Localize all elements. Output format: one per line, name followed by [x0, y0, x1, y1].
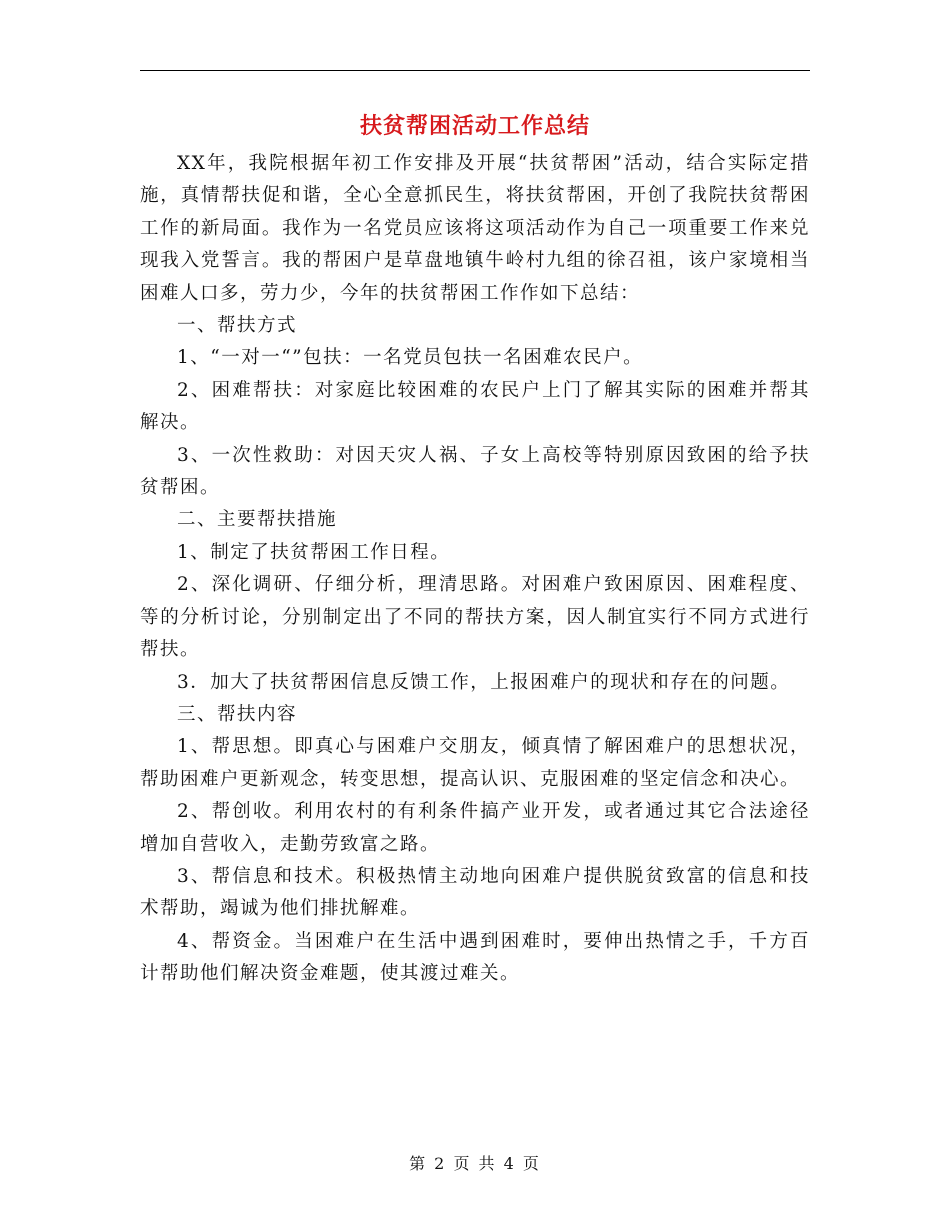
paragraph: 3、一次性救助：对因天灾人祸、子女上高校等特别原因致困的给予扶贫帮困。 — [140, 444, 810, 499]
paragraph: 4、帮资金。当困难户在生活中遇到困难时，要伸出热情之手，千方百计帮助他们解决资金难题，使其渡过难关。 — [140, 930, 810, 985]
section-heading-help-methods: 一、帮扶方式 — [177, 315, 298, 337]
paragraph: 1、“一对一“”包扶：一名党员包扶一名困难农民户。 — [177, 347, 644, 369]
paragraph: 1、帮思想。即真心与困难户交朋友，倾真情了解困难户的思想状况，帮助困难户更新观念，转变思想，提高认识、克服困难的坚定信念和决心。 — [140, 736, 810, 790]
paragraph: 1、制定了扶贫帮困工作日程。 — [177, 541, 451, 563]
paragraph: 2、深化调研、仔细分析，理清思路。对困难户致困原因、困难程度、等的分析讨论，分别制定出了不同的帮扶方案，因人制宜实行不同方式进行帮扶。 — [140, 574, 810, 661]
intro-paragraph: XX年，我院根据年初工作安排及开展“扶贫帮困”活动，结合实际定措施，真情帮扶促和谐，全心全意抓民生，将扶贫帮困，开创了我院扶贫帮困工作的新局面。我作为一名党员应该将这项活动作为自己一项重要工作来兑现我入党誓言。我的帮困户是草盘地镇牛岭村九组的徐召祖，该户家境相当困难人口多，劳力少，今年的扶贫帮困工作作如下总结： — [140, 153, 810, 304]
paragraph: 3．加大了扶贫帮困信息反馈工作，上报困难户的现状和存在的问题。 — [177, 671, 791, 693]
paragraph: 3、帮信息和技术。积极热情主动地向困难户提供脱贫致富的信息和技术帮助，竭诚为他们排扰解难。 — [140, 865, 810, 920]
paragraph: 2、困难帮扶：对家庭比较困难的农民户上门了解其实际的困难并帮其解决。 — [140, 379, 810, 434]
header-rule — [140, 70, 810, 71]
document-body — [140, 148, 810, 991]
section-heading-main-measures: 二、主要帮扶措施 — [177, 509, 338, 531]
section-heading-help-content: 三、帮扶内容 — [177, 703, 298, 725]
paragraph: 2、帮创收。利用农村的有利条件搞产业开发，或者通过其它合法途径增加自营收入，走勤劳致富之路。 — [140, 801, 810, 855]
document-title: 扶贫帮困活动工作总结 — [359, 113, 590, 139]
page-number: 第 2 页 共 4 页 — [409, 1154, 541, 1173]
